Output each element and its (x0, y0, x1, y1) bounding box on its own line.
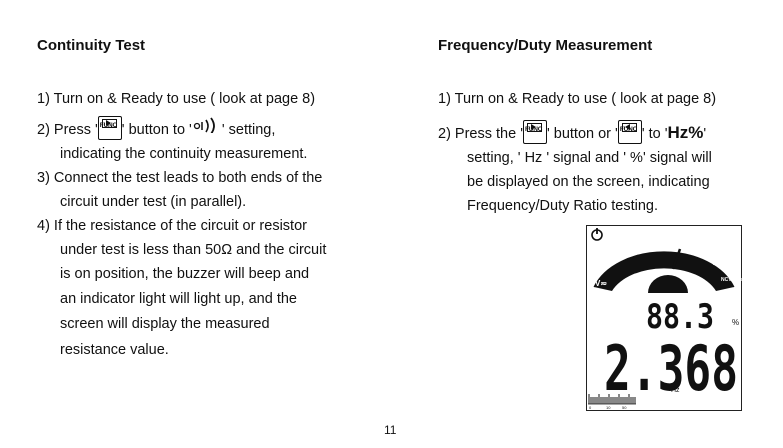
arc-ohm: Ω (600, 261, 608, 271)
frequency-title: Frequency/Duty Measurement (438, 37, 653, 54)
page-number: 11 (384, 423, 397, 437)
arc-ncv: NCV Live (721, 277, 742, 283)
func-right-key-icon: FUNC (523, 120, 547, 144)
continuity-step-3-cont: circuit under test (in parallel). (60, 194, 247, 210)
lcd-main-reading: 2.368 (604, 332, 738, 405)
lcd-percent: % (732, 318, 740, 327)
frequency-step-2-l4: Frequency/Duty Ratio testing. (467, 198, 659, 214)
continuity-beep-icon (192, 117, 222, 133)
continuity-step-1: 1) Turn on & Ready to use ( look at page 8) (37, 91, 316, 107)
hz-percent-symbol: Hz% (667, 123, 704, 142)
continuity-step-4-l3: is on position, the buzzer will beep and (60, 266, 310, 282)
continuity-step-4: 4) If the resistance of the circuit or resistor (37, 218, 307, 234)
continuity-step-4-l2: under test is less than 50Ω and the circuit (60, 242, 327, 258)
frequency-step-1: 1) Turn on & Ready to use ( look at page 8) (438, 91, 717, 107)
lcd-hz: Hz (671, 387, 680, 394)
bar-scale-10: 10 (606, 405, 611, 410)
arc-hz: Hz% (676, 241, 691, 248)
continuity-step-4-l4: an indicator light will light up, and the (60, 291, 297, 307)
frequency-step-2: 2) Press the ' FUNC ' button or ' FUNC ' to 'Hz%' (438, 121, 706, 146)
continuity-step-3: 3) Connect the test leads to both ends of the (37, 170, 323, 186)
lcd-display-art (586, 225, 742, 411)
continuity-step-2: 2) Press ' FUNC ' button to ' ' setting, (37, 118, 275, 142)
continuity-title: Continuity Test (37, 37, 146, 54)
lcd-display (586, 225, 742, 411)
continuity-step-4-l5: screen will display the measured (60, 316, 270, 332)
func-key-icon: FUNC (98, 116, 122, 140)
bar-scale-50: 50 (622, 405, 627, 410)
arc-v: V≂ (595, 279, 608, 288)
frequency-step-2-l3: be displayed on the screen, indicating (467, 174, 710, 190)
lcd-upper-reading: 88.3 (646, 297, 714, 337)
continuity-step-4-l6: resistance value. (60, 342, 169, 358)
svg-text:•))): •))) (624, 245, 631, 251)
arc-cf: C/F (700, 246, 712, 253)
frequency-step-2-l2: setting, ' Hz ' signal and ' %' signal will (467, 150, 712, 166)
bar-scale-0: 0 (589, 405, 592, 410)
continuity-step-2-cont: indicating the continuity measurement. (60, 146, 308, 162)
arc-a: A≂ (713, 260, 724, 267)
func-left-key-icon: FUNC (618, 120, 642, 144)
